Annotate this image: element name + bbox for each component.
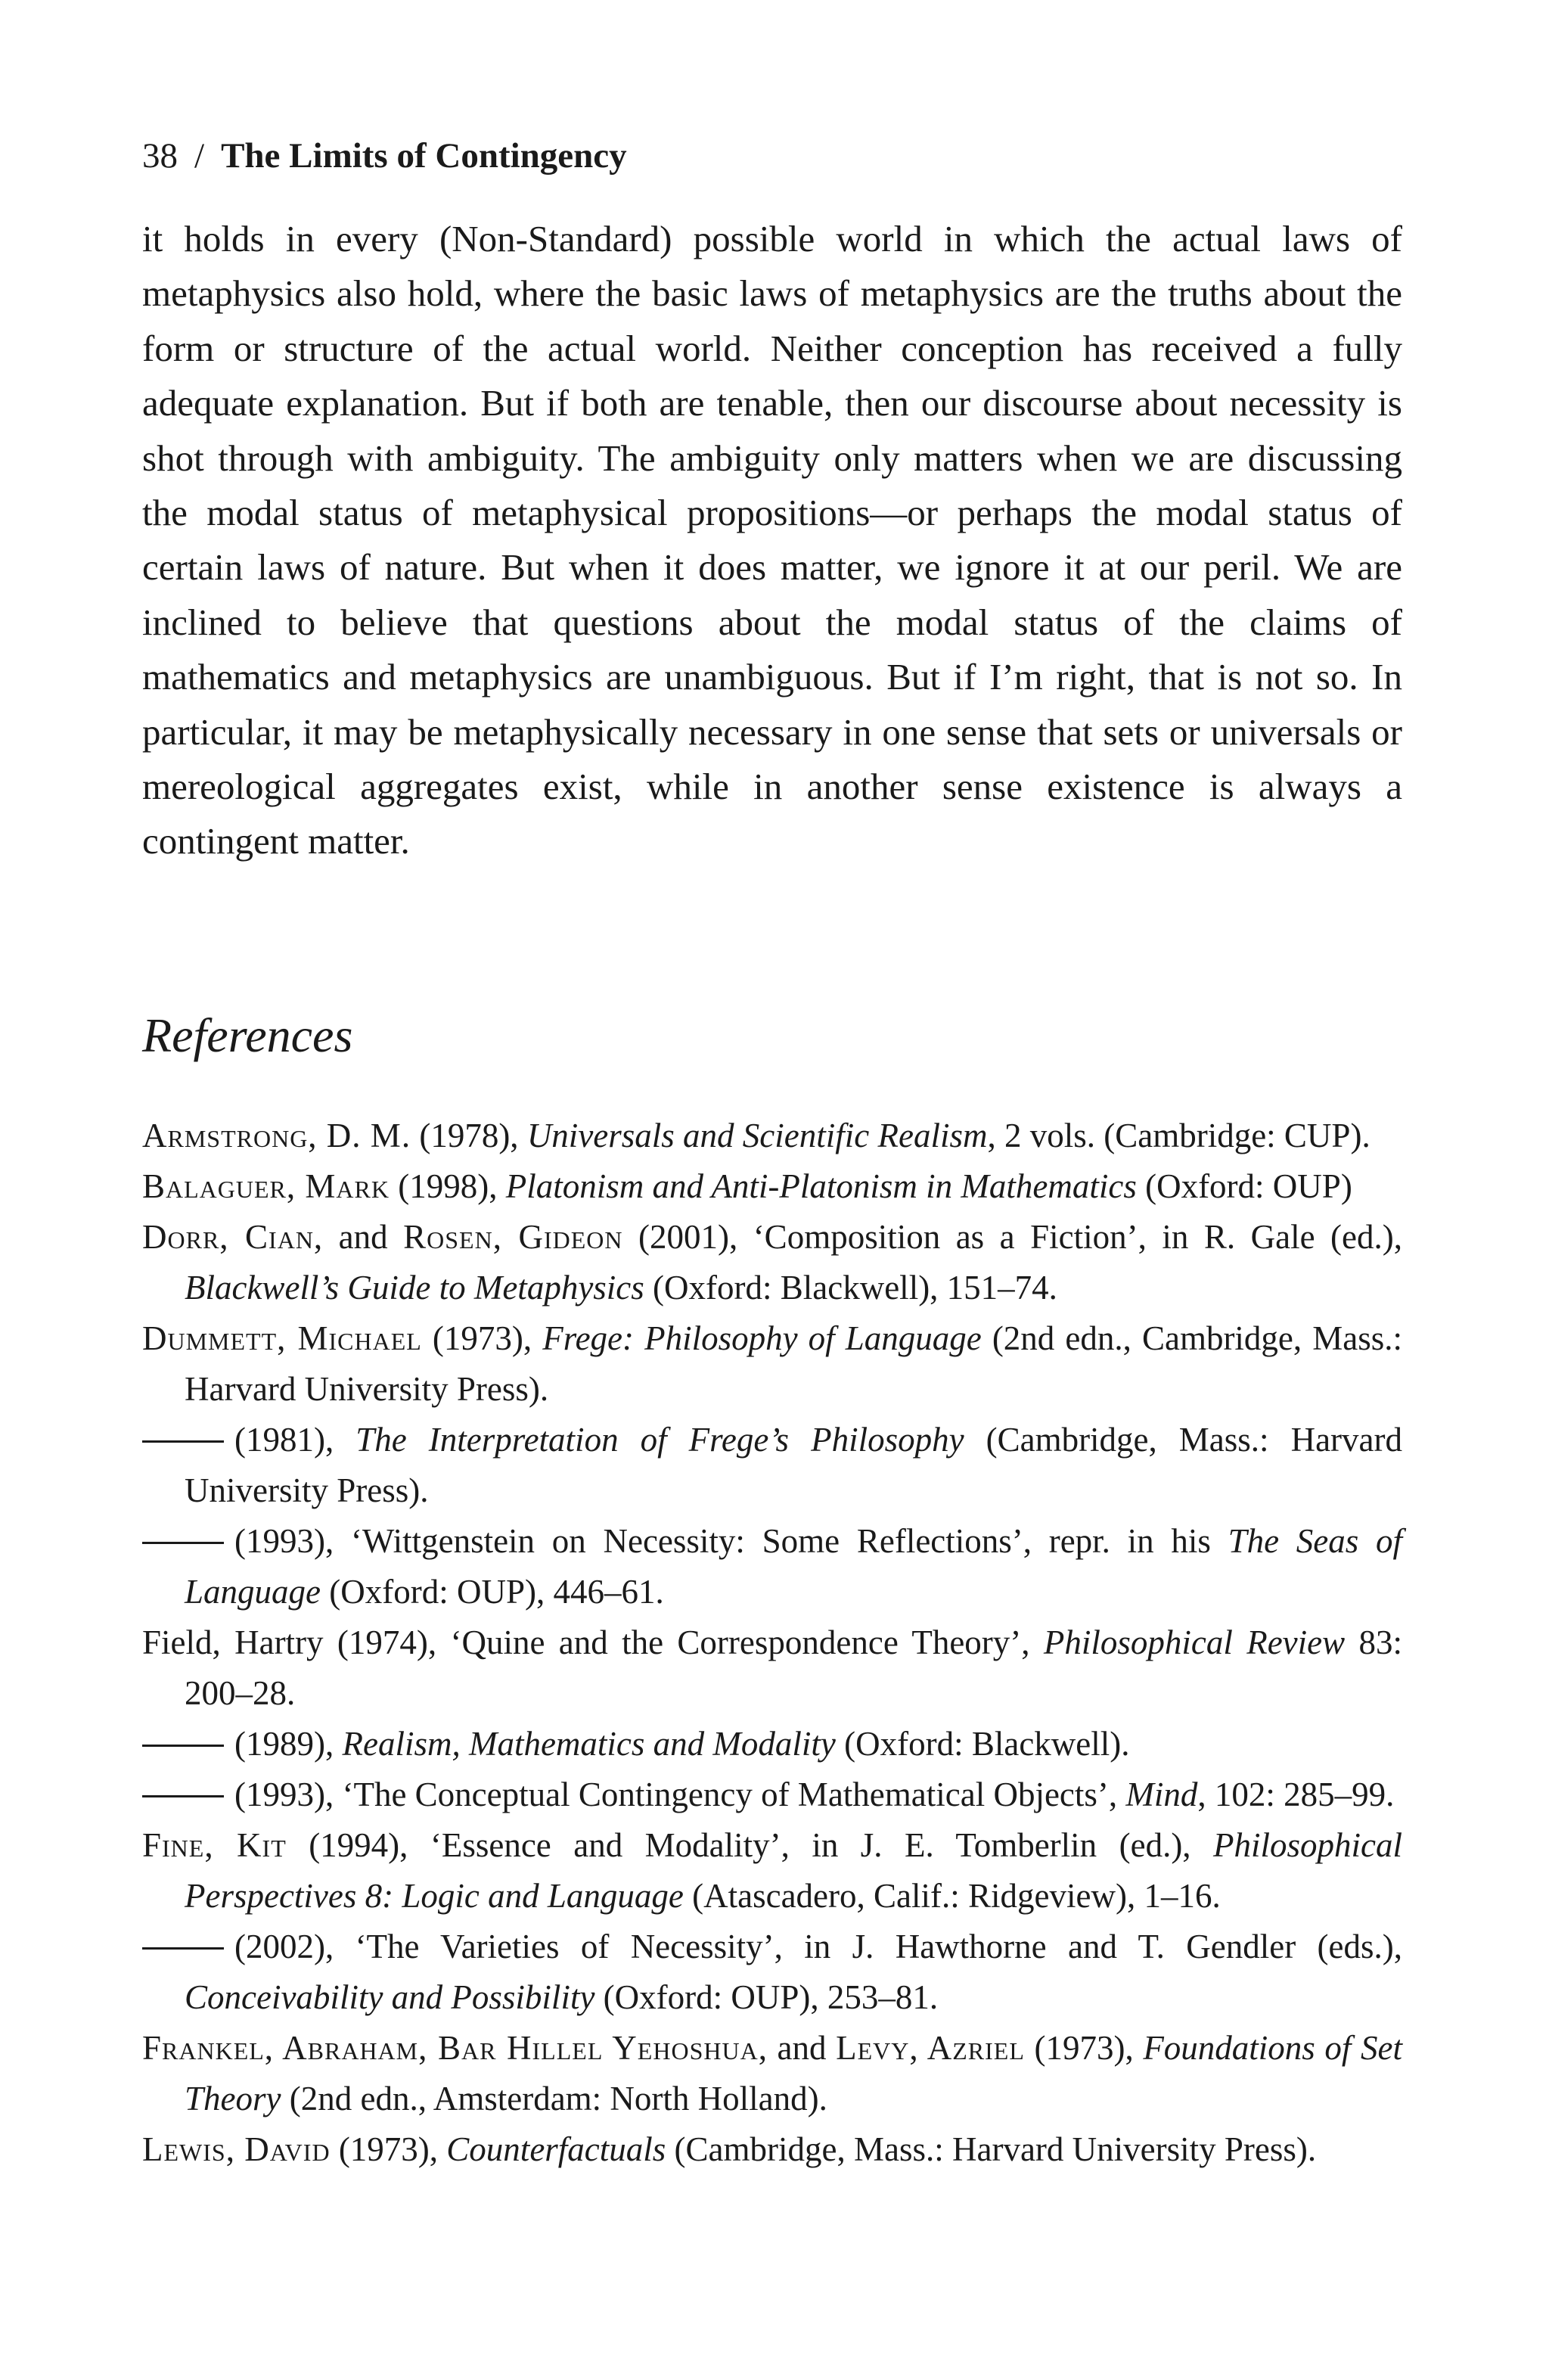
ref-author: Dorr, Cian, — [142, 1218, 324, 1256]
ref-title: The Interpretation of Frege’s Philosophy — [355, 1421, 964, 1459]
reference-entry — [142, 1212, 1402, 1313]
ref-text: (1993), ‘Wittgenstein on Necessity: Some Reflections’, repr. in his — [234, 1522, 1228, 1560]
reference-entry — [142, 1415, 1402, 1516]
reference-entry — [142, 1617, 1402, 1719]
ref-title: Counterfactuals — [446, 2130, 666, 2168]
ref-text: and — [767, 2029, 837, 2067]
ref-text: (Oxford: Blackwell), 151–74. — [644, 1269, 1057, 1307]
ref-author: Balaguer, Mark — [142, 1167, 390, 1205]
ref-title: Philosophical Review — [1043, 1623, 1346, 1661]
ref-text: (1989), — [234, 1725, 343, 1763]
reference-entry — [142, 1820, 1402, 1922]
running-title: The Limits of Contingency — [221, 136, 627, 176]
ditto-rule — [142, 1947, 224, 1950]
ref-title: Foundations of Set Theory — [185, 2029, 1402, 2117]
ref-text: 83: 200–28. — [185, 1623, 1402, 1712]
ref-text: (1974), ‘Quine and the Correspondence Theory’, — [323, 1623, 1044, 1661]
ditto-rule — [142, 1745, 224, 1747]
ref-author: Lewis, David — [142, 2130, 331, 2168]
ref-text: (2001), ‘Composition as a Fiction’, in R. Gale (ed.), — [622, 1218, 1403, 1256]
reference-entry — [142, 1161, 1402, 1212]
ref-author: Field, Hartry — [142, 1623, 324, 1661]
reference-entry — [142, 1769, 1402, 1820]
ref-author: Dummett, Michael — [142, 1319, 422, 1357]
ref-text: (1973), — [421, 1319, 543, 1357]
ref-text: (2nd edn., Cambridge, Mass.: Harvard University Press). — [185, 1319, 1402, 1408]
ref-text: (2002), ‘The Varieties of Necessity’, in J. Hawthorne and T. Gendler (eds.), — [234, 1928, 1402, 1965]
ref-text: , 2 vols. (Cambridge: CUP). — [987, 1117, 1371, 1154]
ref-text: (1998), — [389, 1167, 506, 1205]
ditto-rule — [142, 1542, 224, 1544]
ref-title: The Seas of Language — [185, 1522, 1402, 1611]
ref-title: Universals and Scientific Realism — [526, 1117, 988, 1154]
reference-entry — [142, 1516, 1402, 1617]
ref-title: Realism, Mathematics and Modality — [342, 1725, 836, 1763]
ref-text: , 102: 285–99. — [1197, 1776, 1395, 1813]
ref-text: (1973), — [330, 2130, 447, 2168]
ref-author: Fine, Kit — [142, 1826, 287, 1864]
ref-title: Frege: Philosophy of Language — [542, 1319, 982, 1357]
ref-text: (1978), — [411, 1117, 527, 1154]
ditto-rule — [142, 1440, 224, 1443]
ref-text: (1973), — [1024, 2029, 1144, 2067]
reference-entry — [142, 1922, 1402, 2023]
reference-entry — [142, 2023, 1402, 2124]
ref-text: (1993), ‘The Conceptual Contingency of Mathematical Objects’, — [234, 1776, 1126, 1813]
header-separator: / — [194, 136, 205, 176]
body-paragraph: it holds in every (Non-Standard) possible world in which the actual laws of metaphysics also hold, where the basic laws of metaphysics are the truths about the form or structure of the actual world. Neither conception has received a fully adequate explanation. But if both are tenable, then our discourse about necessity is shot through with ambiguity. The ambiguity only matters when we are discussing the modal status of metaphysical propositions—or perhaps the modal status of certain laws of nature. But when it does matter, we ignore it at our peril. We are inclined to believe that questions about the modal status of the claims of mathematics and metaphysics are unambiguous. But if I’m right, that is not so. In particular, it may be metaphysically necessary in one sense that sets or universals or mereological aggregates exist, while in another sense existence is always a contingent matter. — [142, 218, 1402, 862]
ref-title: Mind — [1125, 1776, 1198, 1813]
ref-text: (2nd edn., Amsterdam: North Holland). — [281, 2080, 827, 2117]
ref-author: Rosen, Gideon — [403, 1218, 623, 1256]
ref-author: Armstrong, D. M. — [142, 1117, 411, 1154]
ref-title: Blackwell’s Guide to Metaphysics — [185, 1269, 644, 1307]
reference-list — [142, 1111, 1402, 2175]
ref-text: and — [323, 1218, 404, 1256]
reference-entry — [142, 1313, 1402, 1415]
ref-text: (Cambridge, Mass.: Harvard University Press). — [666, 2130, 1317, 2168]
ref-title: Philosophical Perspectives 8: Logic and Language — [185, 1826, 1402, 1915]
ref-title: Conceivability and Possibility — [185, 1978, 595, 2016]
ref-text: (1981), — [234, 1421, 356, 1459]
ref-author: Frankel, Abraham, Bar Hillel Yehoshua, — [142, 2029, 768, 2067]
ref-text: (Oxford: OUP), 446–61. — [321, 1573, 664, 1611]
ref-text: (1994), ‘Essence and Modality’, in J. E. Tomberlin (ed.), — [286, 1826, 1214, 1864]
page-number: 38 — [142, 136, 178, 176]
ref-text: (Oxford: OUP) — [1136, 1167, 1352, 1205]
running-header — [142, 133, 627, 179]
ref-text: (Atascadero, Calif.: Ridgeview), 1–16. — [683, 1877, 1221, 1915]
reference-entry — [142, 1111, 1402, 1161]
reference-entry — [142, 1719, 1402, 1769]
reference-entry — [142, 2124, 1402, 2175]
ref-text: (Cambridge, Mass.: Harvard University Press). — [185, 1421, 1402, 1509]
ref-text: (Oxford: Blackwell). — [835, 1725, 1130, 1763]
ref-text: (Oxford: OUP), 253–81. — [594, 1978, 939, 2016]
ditto-rule — [142, 1795, 224, 1797]
ref-title: Platonism and Anti-Platonism in Mathematics — [505, 1167, 1137, 1205]
ref-author: Levy, Azriel — [836, 2029, 1025, 2067]
references-heading: References — [142, 1008, 353, 1062]
